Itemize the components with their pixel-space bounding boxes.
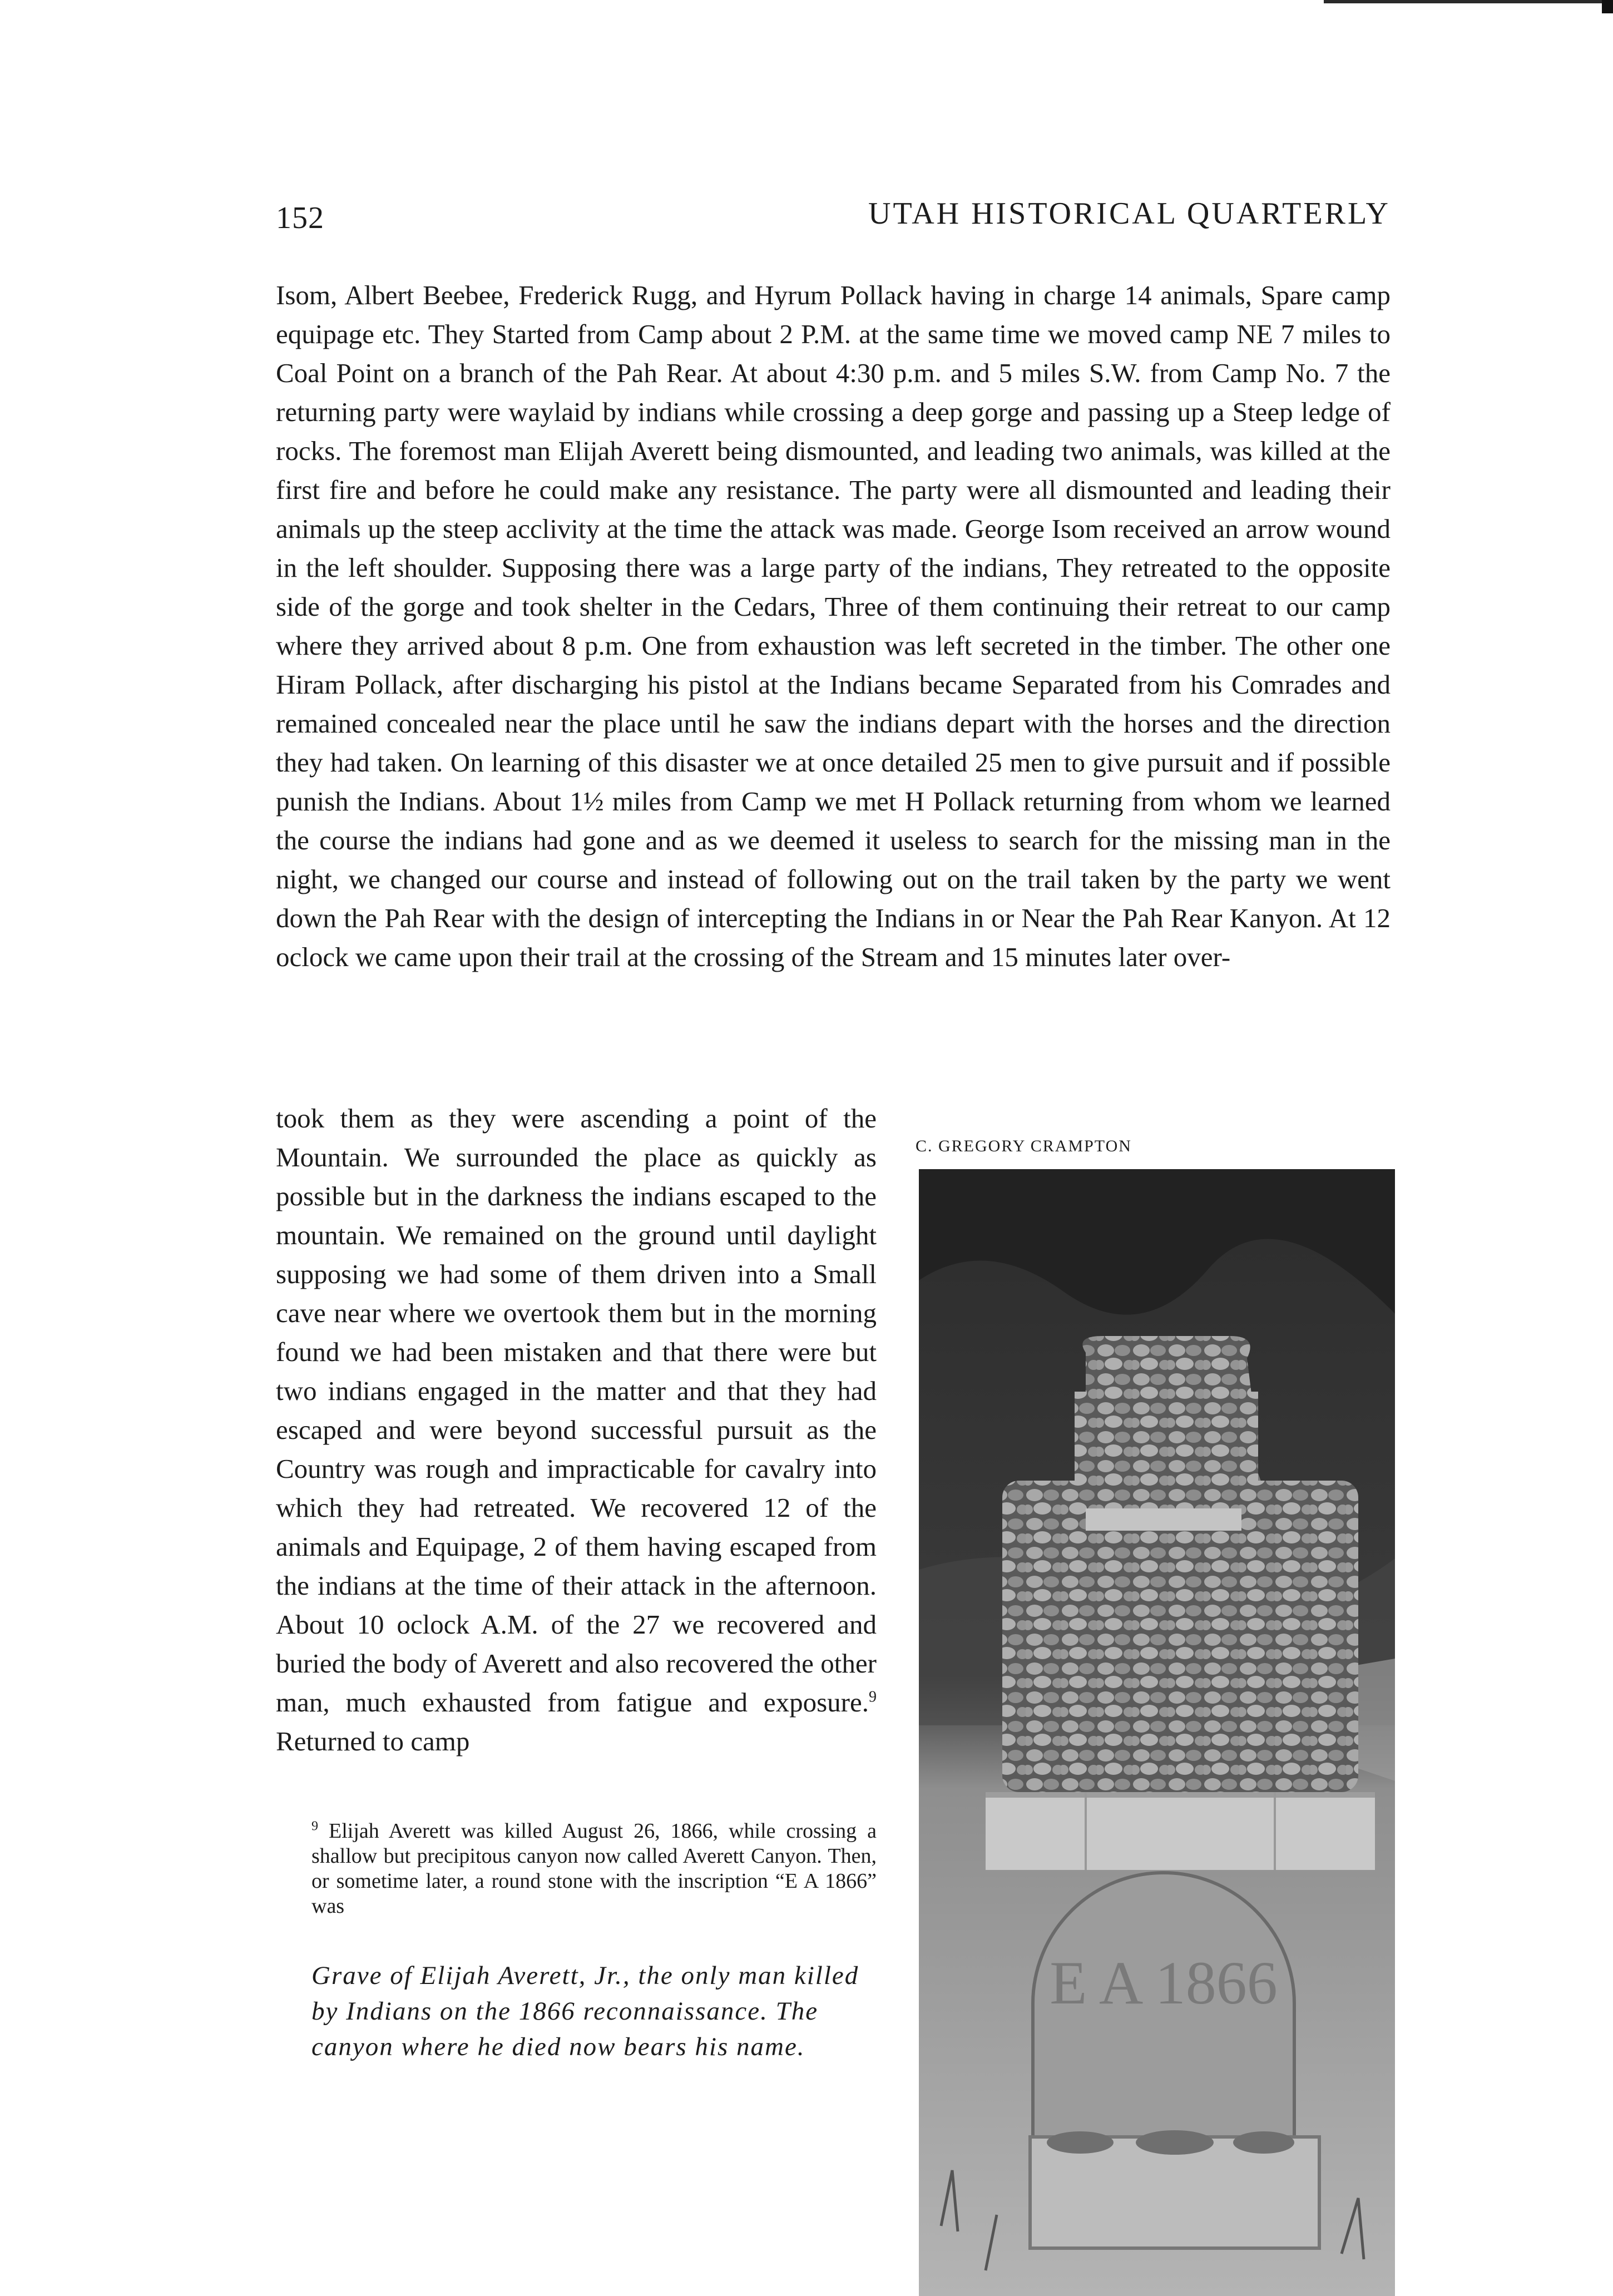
page-number: 152 [276,201,324,235]
column-text: took them as they were ascending a point of the Mountain. We surrounded the place as quickly as possible but in the darkness the indians escaped to the mountain. We remained on the ground until daylight supposing we had some of them driven into a Small cave near where we overtook them but in the morning found we had been mistaken and that there were but two indians engaged in the matter and that they had escaped and were beyond successful pursuit as the Country was rough and impracticable for cavalry into which they had retreated. We recovered 12 of the animals and Equipage, 2 of them having escaped from the indians at the time of their attack in the afternoon. About 10 oclock A.M. of the 27 we recovered and buried the body of Averett and also recovered the other man, much exhausted from fatigue and exposure. [276,1103,877,1718]
footnote-reference: 9 [869,1688,877,1706]
photo-credit: C. GREGORY CRAMPTON [916,1137,1132,1155]
scan-corner-mark [1602,0,1613,13]
column-tail-text: Returned to camp [276,1726,470,1756]
stone-inscription: E A 1866 [1050,1949,1278,2017]
footnote-marker: 9 [311,1819,318,1834]
footnote [311,1819,877,1919]
scan-edge-mark [1324,0,1613,3]
footnote-text: Elijah Averett was killed August 26, 1866, while crossing a shallow but precipitous canyon now called Averett Canyon. Then, or sometime later, a round stone with the inscription “E A 1866” was [311,1819,877,1918]
running-head: UTAH HISTORICAL QUARTERLY [868,196,1391,231]
column-paragraph [276,1099,877,1761]
figure-caption: Grave of Elijah Averett, Jr., the only man killed by Indians on the 1866 reconnaissance. The canyon where he died now bears his name. [311,1961,859,2061]
grave-photograph [919,1169,1395,2296]
page-header [276,196,1391,240]
main-paragraph: Isom, Albert Beebee, Frederick Rugg, and Hyrum Pollack having in charge 14 animals, Spare camp equipage etc. They Started from Camp about 2 P.M. at the same time we moved camp NE 7 miles to Coal Point on a branch of the Pah Rear. At about 4:30 p.m. and 5 miles S.W. from Camp No. 7 the returning party were waylaid by indians while crossing a deep gorge and passing up a Steep ledge of rocks. The foremost man Elijah Averett being dismounted, and leading two animals, was killed at the first fire and before he could make any resistance. The party were all dismounted and leading their animals up the steep acclivity at the time the attack was made. George Isom received an arrow wound in the left shoulder. Supposing there was a large party of the indians, They retreated to the opposite side of the gorge and took shelter in the Cedars, Three of them continuing their retreat to our camp where they arrived about 8 p.m. One from exhaustion was left secreted in the timber. The other one Hiram Pollack, after discharging his pistol at the Indians became Separated from his Comrades and remained concealed near the place until he saw the indians depart with the horses and the direction they had taken. On learning of this disaster we at once detailed 25 men to give pursuit and if possible punish the Indians. About 1½ miles from Camp we met H Pollack returning from whom we learned the course the indians had gone and as we deemed it useless to search for the missing man in the night, we changed our course and instead of following out on the trail taken by the party we went down the Pah Rear with the design of intercepting the Indians in or Near the Pah Rear Kanyon. At 12 oclock we came upon their trail at the crossing of the Stream and 15 minutes later over- [276,280,1391,972]
